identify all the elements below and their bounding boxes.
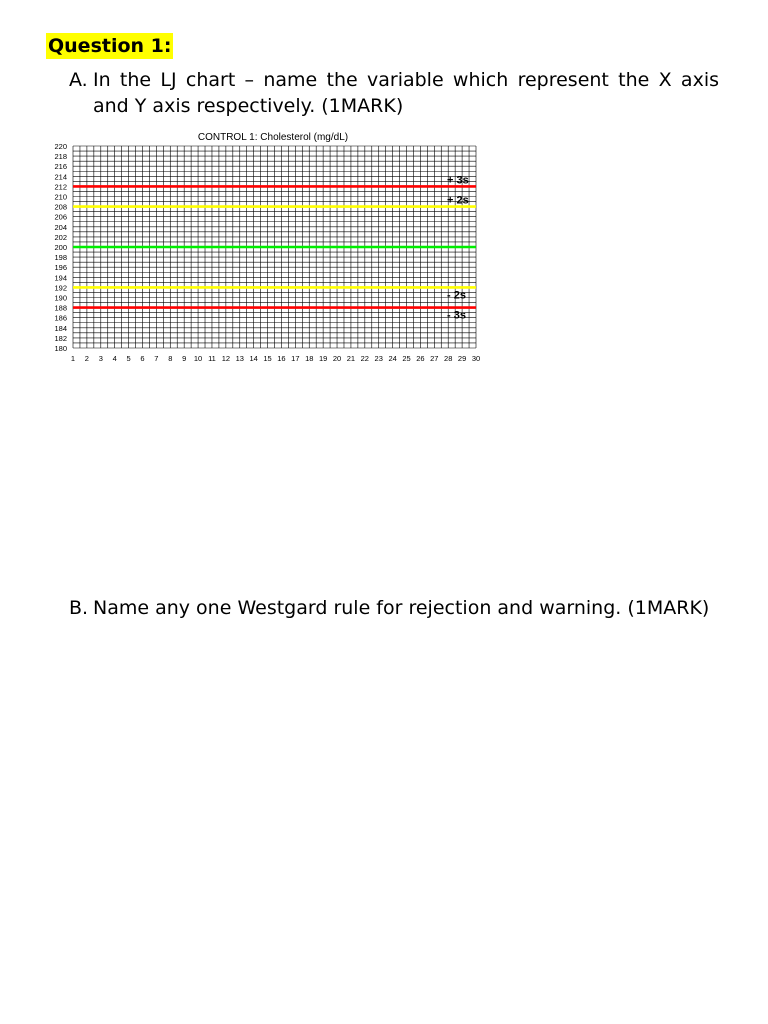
x-tick-label: 7 <box>154 354 159 363</box>
x-tick-label: 23 <box>374 354 383 363</box>
y-tick-label: 212 <box>54 182 67 192</box>
x-tick-label: 25 <box>402 354 411 363</box>
x-tick-label: 16 <box>277 354 286 363</box>
x-tick-labels <box>71 354 480 363</box>
chart-title: CONTROL 1: Cholesterol (mg/dL) <box>197 132 349 143</box>
y-tick-label: 208 <box>54 202 67 212</box>
x-tick-label: 21 <box>346 354 356 363</box>
y-tick-label: 198 <box>54 253 67 263</box>
part-b-marker: B. <box>69 597 89 619</box>
x-tick-label: 22 <box>360 354 369 363</box>
part-a-text: In the LJ chart – name the variable which represent the X axis and Y axis respectively. (1MARK) <box>93 69 719 117</box>
y-tick-label: 200 <box>54 243 67 252</box>
x-tick-label: 1 <box>70 354 76 363</box>
control-line-label: + 2s <box>447 194 469 207</box>
x-tick-label: 20 <box>332 354 342 363</box>
x-tick-label: 28 <box>444 354 453 363</box>
y-tick-label: 192 <box>54 283 67 293</box>
lj-chart <box>40 128 485 368</box>
x-tick-label: 18 <box>305 354 314 363</box>
x-tick-label: 3 <box>98 354 103 363</box>
y-tick-label: 182 <box>54 333 67 343</box>
y-tick-label: 196 <box>54 263 67 273</box>
x-tick-label: 12 <box>221 354 231 363</box>
x-tick-label: 30 <box>471 354 481 363</box>
y-tick-label: 220 <box>54 142 67 151</box>
control-line-label: - 2s <box>447 289 466 302</box>
x-tick-label: 4 <box>112 354 117 363</box>
x-tick-label: 6 <box>140 354 145 363</box>
y-tick-labels <box>54 142 67 353</box>
x-tick-label: 14 <box>249 354 258 363</box>
x-tick-label: 29 <box>457 354 467 363</box>
y-tick-label: 202 <box>54 232 67 242</box>
x-tick-label: 24 <box>388 354 397 363</box>
question-part-a <box>69 67 719 119</box>
y-tick-label: 216 <box>54 162 67 172</box>
y-tick-label: 186 <box>54 313 67 323</box>
y-tick-label: 218 <box>54 152 67 162</box>
x-tick-label: 5 <box>126 354 131 363</box>
y-tick-label: 210 <box>54 192 67 202</box>
question-title: Question 1: <box>48 35 172 57</box>
part-a-marker: A. <box>69 69 88 91</box>
control-line-label: + 3s <box>447 174 469 187</box>
x-tick-label: 8 <box>168 354 173 363</box>
y-tick-label: 188 <box>54 303 67 313</box>
x-tick-label: 9 <box>182 354 187 363</box>
y-tick-label: 180 <box>54 344 67 353</box>
x-tick-label: 19 <box>318 354 328 363</box>
part-b-text: Name any one Westgard rule for rejection and warning. (1MARK) <box>93 597 710 619</box>
y-tick-label: 184 <box>54 323 67 333</box>
x-tick-label: 15 <box>263 354 272 363</box>
question-part-b <box>69 595 719 621</box>
y-tick-label: 206 <box>54 212 67 222</box>
x-tick-label: 27 <box>430 354 439 363</box>
x-tick-label: 2 <box>84 354 89 363</box>
y-tick-label: 190 <box>54 293 67 303</box>
x-tick-label: 26 <box>416 354 425 363</box>
control-line-label: - 3s <box>447 309 466 322</box>
y-tick-label: 204 <box>54 222 67 232</box>
x-tick-label: 11 <box>208 354 216 363</box>
y-tick-label: 194 <box>54 273 67 283</box>
x-tick-label: 17 <box>291 354 300 363</box>
y-tick-label: 214 <box>54 172 67 182</box>
x-tick-label: 10 <box>193 354 203 363</box>
x-tick-label: 13 <box>235 354 244 363</box>
